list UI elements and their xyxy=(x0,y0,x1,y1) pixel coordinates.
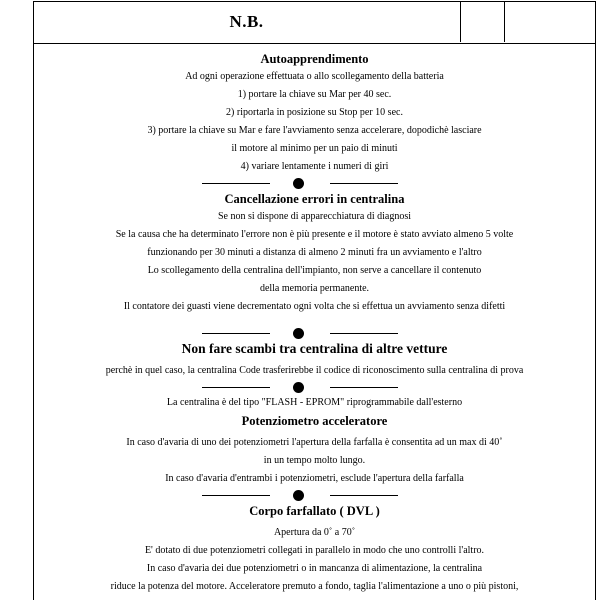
separator-line-right xyxy=(330,387,398,388)
text-line: 1) portare la chiave su Mar per 40 sec. xyxy=(237,89,392,100)
text-line: In caso d'avaria d'entrambi i potenziometri, esclude l'apertura della farfalla xyxy=(165,473,464,484)
text-line: 3) portare la chiave su Mar e fare l'avviamento senza accelerare, dopodichè lasciare xyxy=(147,125,482,136)
separator-line-right xyxy=(330,495,398,496)
separator-line-left xyxy=(202,387,270,388)
text-line: E' dotato di due potenziometri collegati in parallelo in modo che uno controlli l'altro. xyxy=(144,545,485,556)
text-line: riduce la potenza del motore. Acceleratore premuto a fondo, taglia l'alimentazione a uno o più pistoni, xyxy=(110,581,519,592)
text-line: funzionando per 30 minuti a distanza di almeno 2 minuti fra un avviamento e l'altro xyxy=(147,247,482,258)
separator-line-left xyxy=(202,183,270,184)
text-line: Se non si dispone di apparecchiatura di diagnosi xyxy=(217,211,411,222)
text-line: Ad ogni operazione effettuata o allo scollegamento della batteria xyxy=(185,71,444,82)
section-title-cancellazione: Cancellazione errori in centralina xyxy=(224,192,405,206)
separator xyxy=(34,176,595,190)
section-title-autoapprendimento: Autoapprendimento xyxy=(260,52,369,66)
separator xyxy=(34,326,595,340)
text-line: Apertura da 0˚ a 70˚ xyxy=(273,527,356,538)
section-title-scambi: Non fare scambi tra centralina di altre vetture xyxy=(181,341,448,356)
text-line: 2) riportarla in posizione su Stop per 10 sec. xyxy=(226,107,403,118)
page-title: N.B. xyxy=(229,12,264,31)
text-line: Il contatore dei guasti viene decrementato ogni volta che si effettua un avviamento senza difetti xyxy=(123,301,506,312)
separator-line-right xyxy=(330,183,398,184)
content xyxy=(34,44,595,596)
bullet-dot-icon xyxy=(293,178,304,189)
section-title-corpo: Corpo farfallato ( DVL ) xyxy=(249,504,380,518)
header-box-1 xyxy=(460,2,504,42)
text-line: Se la causa che ha determinato l'errore non è più presente e il motore è stato avviato almeno 5 volte xyxy=(115,229,514,240)
text-line: perchè in quel caso, la centralina Code trasferirebbe il codice di riconoscimento sulla centralina di prova xyxy=(105,365,524,376)
separator-line-left xyxy=(202,495,270,496)
text-line: In caso d'avaria di uno dei potenziometri l'apertura della farfalla è consentita ad un max di 40˚ xyxy=(126,437,503,448)
bullet-dot-icon xyxy=(293,328,304,339)
text-line: In caso d'avaria dei due potenziometri o in mancanza di alimentazione, la centralina xyxy=(146,563,483,574)
separator xyxy=(34,380,595,394)
document-frame xyxy=(33,1,596,600)
header xyxy=(34,2,595,44)
separator xyxy=(34,488,595,502)
text-line: Lo scollegamento della centralina dell'impianto, non serve a cancellare il contenuto xyxy=(147,265,482,276)
text-line: in un tempo molto lungo. xyxy=(263,455,366,466)
bullet-dot-icon xyxy=(293,382,304,393)
separator-line-right xyxy=(330,333,398,334)
text-line-flash: La centralina è del tipo "FLASH - EPROM" riprogrammabile dall'esterno xyxy=(166,397,463,408)
separator-line-left xyxy=(202,333,270,334)
bullet-dot-icon xyxy=(293,490,304,501)
text-line: 4) variare lentamente i numeri di giri xyxy=(240,161,389,172)
text-line: della memoria permanente. xyxy=(259,283,370,294)
text-line: il motore al minimo per un paio di minuti xyxy=(231,143,398,154)
header-box-2 xyxy=(504,2,548,42)
section-title-potenziometro: Potenziometro acceleratore xyxy=(241,414,388,428)
